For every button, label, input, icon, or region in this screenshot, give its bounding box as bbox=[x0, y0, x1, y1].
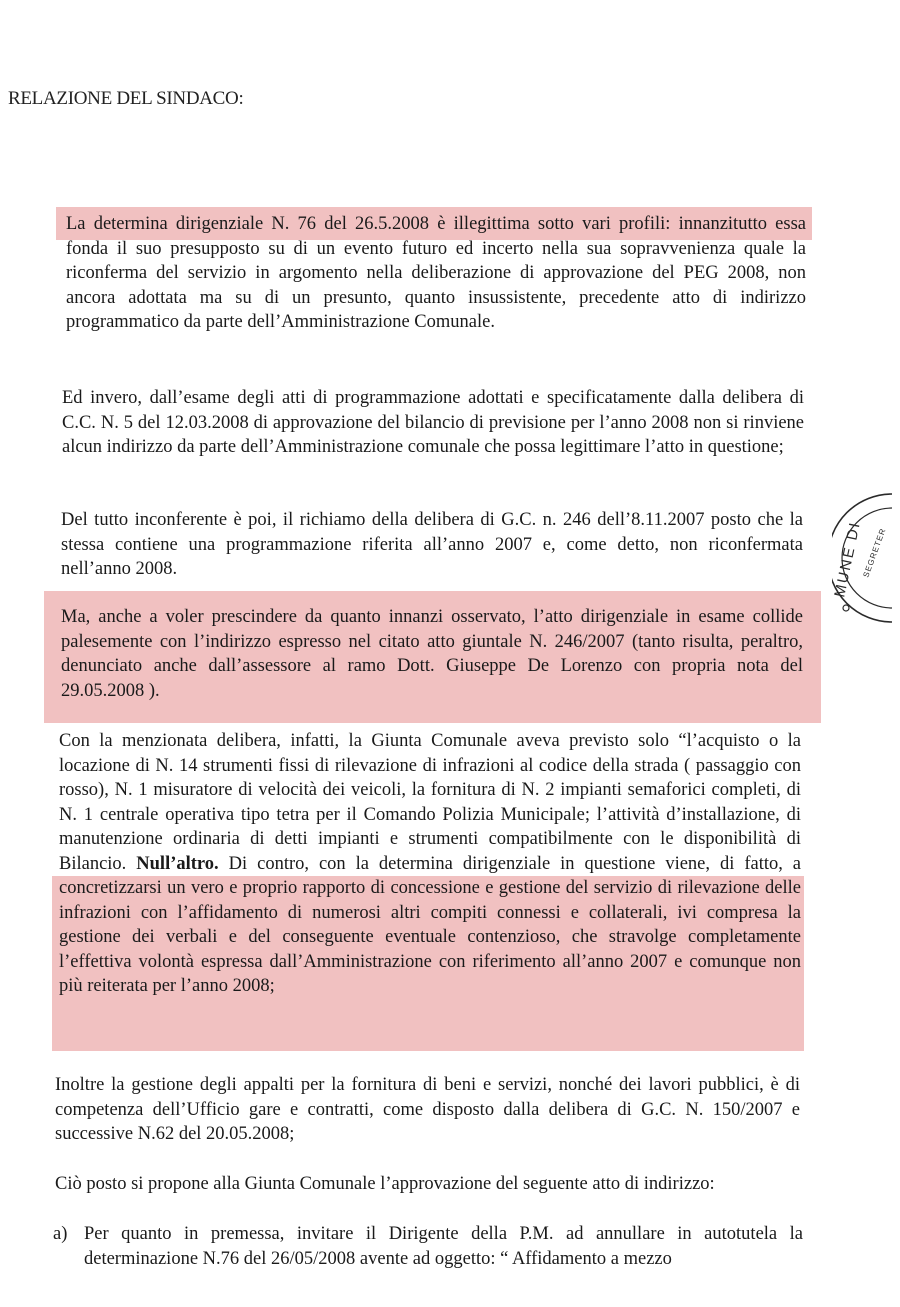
paragraph-cio-posto: Ciò posto si propone alla Giunta Comunale l’approvazione del seguente atto di indirizzo: bbox=[55, 1174, 715, 1194]
proposal-list bbox=[53, 1222, 803, 1271]
bold-emphasis: Null’altro. bbox=[136, 853, 219, 874]
paragraph-prescindere: Ma, anche a voler prescindere da quanto innanzi osservato, l’atto dirigenziale in esame collide palesemente con l’indirizzo espresso nel citato atto giuntale N. 246/2007 (tanto risulta, peraltro, denunciato anche dall’assessore al ramo Dott. Giuseppe De Lorenzo con propria nota del 29.05.2008 ). bbox=[61, 607, 803, 701]
municipal-stamp bbox=[832, 490, 896, 626]
list-item bbox=[53, 1222, 803, 1271]
stamp-graphic bbox=[832, 490, 896, 626]
paragraph-text: Con la menzionata delibera, infatti, la Giunta Comunale aveva previsto solo “l’acquisto o la locazione di N. 14 strumenti fissi di rilevazione di infrazioni al codice della strada ( passaggio con rosso), N. 1 misuratore di velocità dei veicoli, la fornitura di N. 2 impianti semaforici completi, di N. 1 centrale operativa tipo tetra per il Comando Polizia Municipale; l’attività d’installazione, di manutenzione ordinaria di detti impianti e strumenti compatibilmente con le disponibilità di Bilancio. bbox=[59, 731, 801, 874]
document-heading: RELAZIONE DEL SINDACO: bbox=[8, 88, 244, 109]
paragraph-text: Di contro, con la determina dirigenziale in questione viene, di fatto, a concretizzarsi un vero e proprio rapporto di concessione e gestione del servizio di rilevazione delle infrazioni con l’affidamento di numerosi altri compiti connessi e collaterali, ivi compresa la gestione dei verbali e del conseguente eventuale contenzioso, che stravolge completamente l’effettiva volontà espressa dall’Amministrazione con riferimento all’anno 2007 e comunque non più reiterata per l’anno 2008; bbox=[59, 853, 802, 996]
paragraph-determina: La determina dirigenziale N. 76 del 26.5.2008 è illegittima sotto vari profili: innanzitutto essa fonda il suo presupposto su di un evento futuro ed incerto nella sua sopravvenienza quale la riconferma del servizio in argomento nella deliberazione di approvazione del PEG 2008, non ancora adottata ma su di un presunto, quanto insussistente, precedente atto di indirizzo programmatico da parte dell’Amministrazione Comunale. bbox=[66, 214, 806, 332]
stamp-outer-text: MUNE DI bbox=[832, 519, 864, 599]
stamp-inner-text: SEGRETER bbox=[861, 526, 888, 579]
paragraph-ed-invero: Ed invero, dall’esame degli atti di programmazione adottati e specificatamente dalla delibera di C.C. N. 5 del 12.03.2008 di approvazione del bilancio di previsione per l’anno 2008 non si rinviene alcun indirizzo da parte dell’Amministrazione comunale che possa legittimare l’atto in questione; bbox=[62, 388, 804, 457]
paragraph-inconferente: Del tutto inconferente è poi, il richiamo della delibera di G.C. n. 246 dell’8.11.2007 posto che la stessa contiene una programmazione riferita all’anno 2007 e, come detto, non riconfermata nell’anno 2008. bbox=[61, 510, 803, 579]
paragraph-inoltre: Inoltre la gestione degli appalti per la fornitura di beni e servizi, nonché dei lavori pubblici, è di competenza dell’Ufficio gare e contratti, come disposto dalla delibera di G.C. N. 150/2007 e successive N.62 del 20.05.2008; bbox=[55, 1075, 800, 1144]
list-item-text: Per quanto in premessa, invitare il Dirigente della P.M. ad annullare in autotutela la determinazione N.76 del 26/05/2008 avente ad oggetto: “ Affidamento a mezzo bbox=[84, 1224, 803, 1269]
paragraph-menzionata-delibera bbox=[59, 729, 801, 999]
list-marker: a) bbox=[53, 1224, 68, 1244]
